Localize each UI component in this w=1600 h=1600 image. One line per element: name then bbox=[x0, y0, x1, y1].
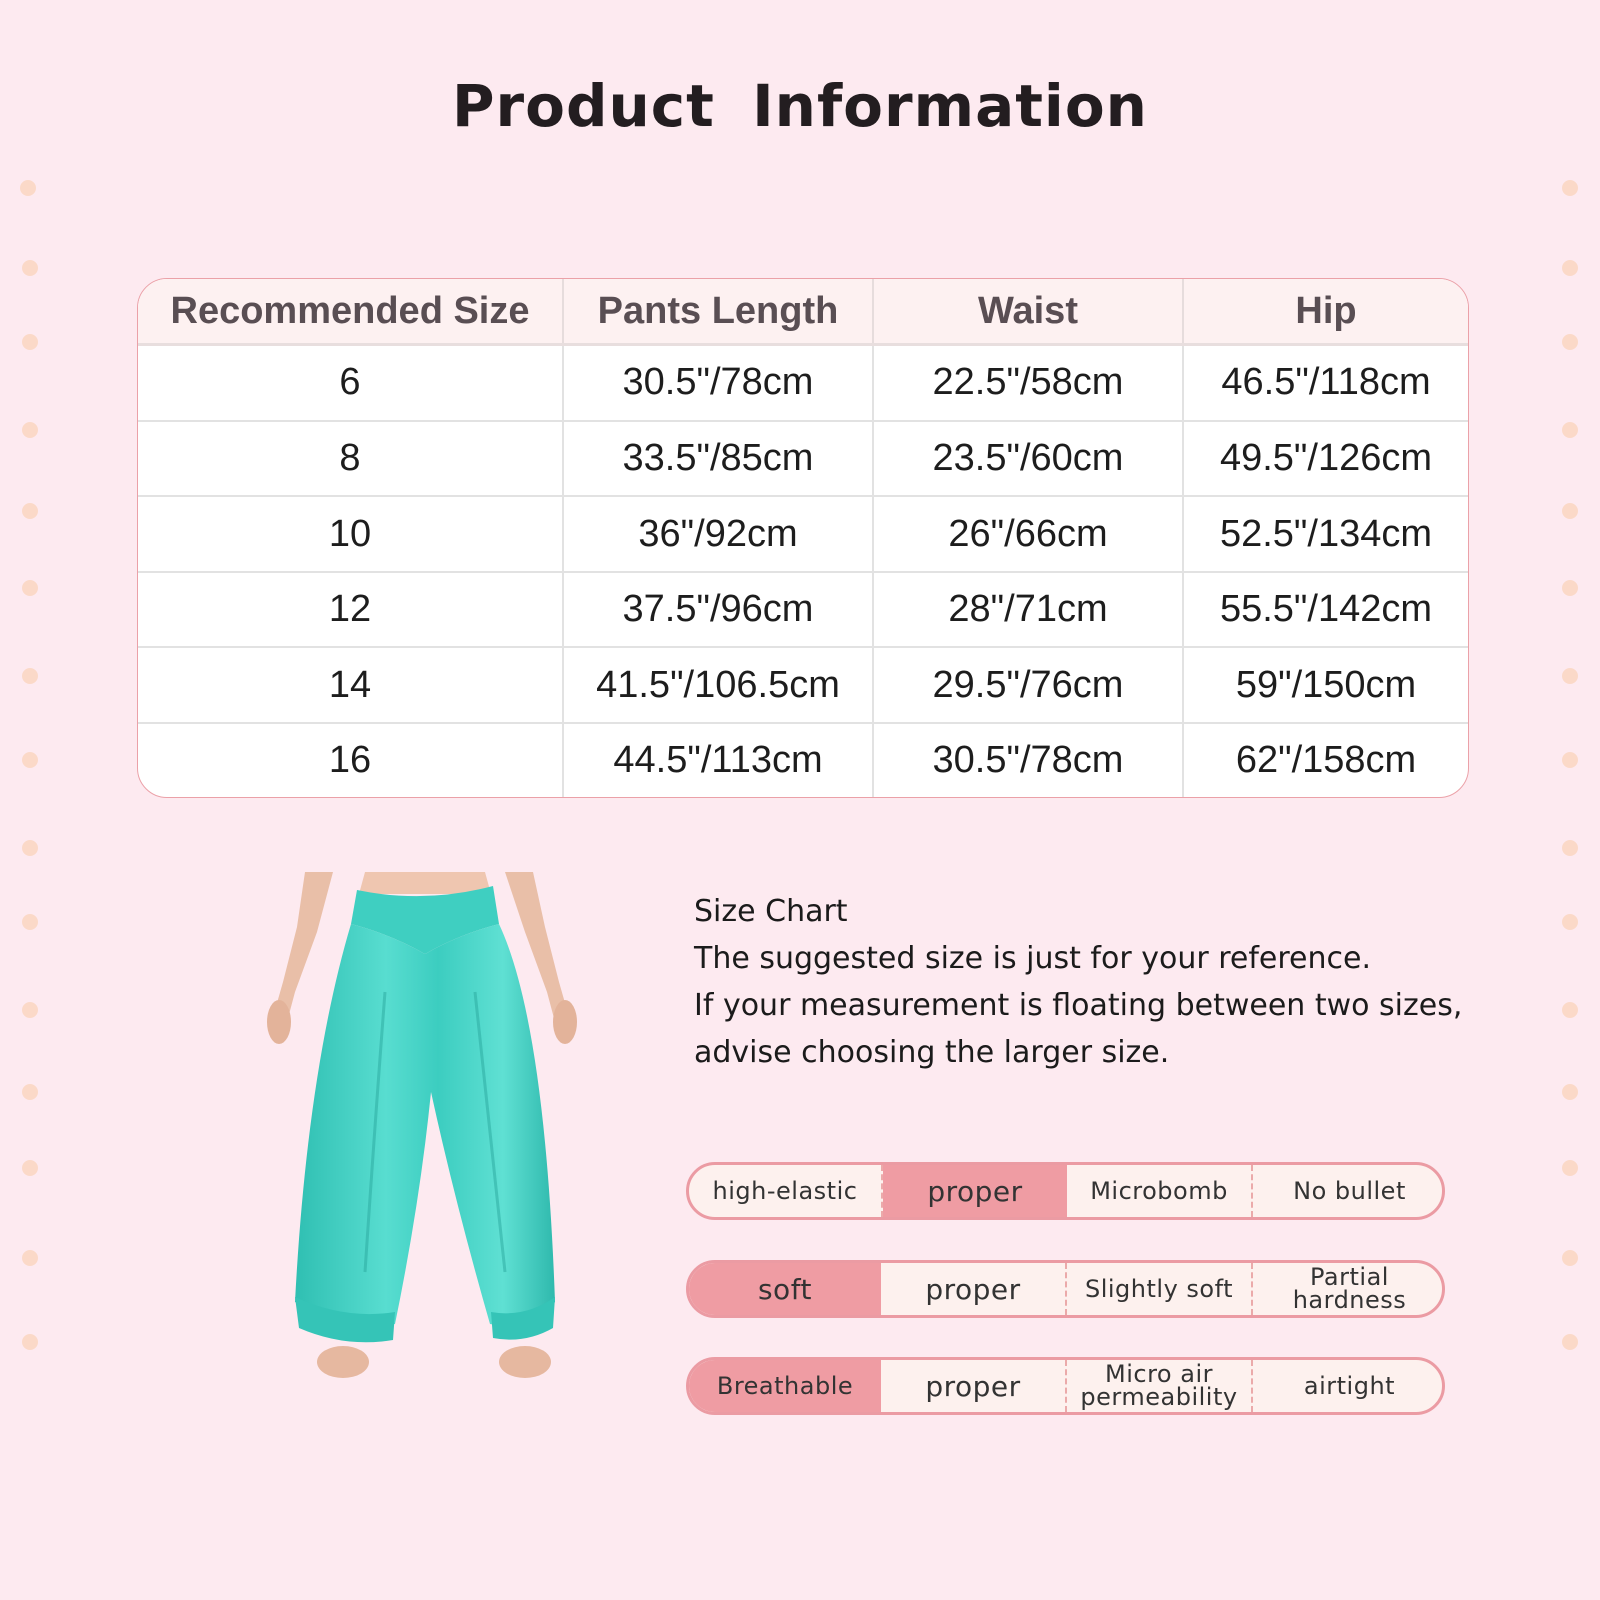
table-row bbox=[138, 345, 1468, 421]
feature-option-selected: Breathable bbox=[689, 1360, 881, 1412]
header-waist: Waist bbox=[873, 279, 1183, 345]
feature-option: high-elastic bbox=[689, 1165, 883, 1217]
cell-size: 14 bbox=[138, 647, 563, 723]
header-hip: Hip bbox=[1183, 279, 1468, 345]
feature-option: Micro air permeability bbox=[1067, 1360, 1253, 1412]
table-row bbox=[138, 421, 1468, 497]
cell-hip: 49.5"/126cm bbox=[1183, 421, 1468, 497]
cell-hip: 46.5"/118cm bbox=[1183, 345, 1468, 421]
cell-hip: 59"/150cm bbox=[1183, 647, 1468, 723]
cell-waist: 23.5"/60cm bbox=[873, 421, 1183, 497]
size-note-line: advise choosing the larger size. bbox=[694, 1035, 1170, 1070]
cell-waist: 30.5"/78cm bbox=[873, 723, 1183, 797]
feature-option-selected: soft bbox=[689, 1263, 881, 1315]
teal-harem-pants-icon bbox=[255, 872, 595, 1392]
cell-pants-length: 37.5"/96cm bbox=[563, 572, 873, 648]
cell-waist: 28"/71cm bbox=[873, 572, 1183, 648]
feature-option: Microbomb bbox=[1067, 1165, 1253, 1217]
feature-option: Slightly soft bbox=[1067, 1263, 1253, 1315]
table-row bbox=[138, 723, 1468, 797]
product-image bbox=[255, 872, 595, 1392]
cell-pants-length: 36"/92cm bbox=[563, 496, 873, 572]
cell-pants-length: 33.5"/85cm bbox=[563, 421, 873, 497]
table-row bbox=[138, 496, 1468, 572]
cell-hip: 52.5"/134cm bbox=[1183, 496, 1468, 572]
feature-scale-breathability bbox=[686, 1357, 1445, 1415]
cell-pants-length: 41.5"/106.5cm bbox=[563, 647, 873, 723]
feature-option-selected: proper bbox=[883, 1165, 1067, 1217]
size-note-line: If your measurement is floating between two sizes, bbox=[694, 988, 1463, 1023]
header-recommended-size: Recommended Size bbox=[138, 279, 563, 345]
cell-hip: 55.5"/142cm bbox=[1183, 572, 1468, 648]
feature-scale-elasticity bbox=[686, 1162, 1445, 1220]
feature-scale-softness bbox=[686, 1260, 1445, 1318]
page-title: Product Information bbox=[452, 72, 1148, 140]
table-row bbox=[138, 572, 1468, 648]
feature-option: No bullet bbox=[1293, 1176, 1406, 1205]
cell-waist: 26"/66cm bbox=[873, 496, 1183, 572]
cell-size: 12 bbox=[138, 572, 563, 648]
cell-size: 10 bbox=[138, 496, 563, 572]
cell-pants-length: 30.5"/78cm bbox=[563, 345, 873, 421]
table-row bbox=[138, 647, 1468, 723]
cell-pants-length: 44.5"/113cm bbox=[563, 723, 873, 797]
cell-waist: 22.5"/58cm bbox=[873, 345, 1183, 421]
size-note bbox=[694, 888, 1494, 1076]
cell-waist: 29.5"/76cm bbox=[873, 647, 1183, 723]
size-note-line: The suggested size is just for your reference. bbox=[694, 941, 1371, 976]
size-table bbox=[137, 278, 1469, 798]
feature-option: proper bbox=[881, 1360, 1067, 1412]
feature-option: proper bbox=[881, 1263, 1067, 1315]
size-note-heading: Size Chart bbox=[694, 894, 848, 929]
cell-size: 16 bbox=[138, 723, 563, 797]
feature-option: airtight bbox=[1303, 1371, 1396, 1400]
cell-size: 8 bbox=[138, 421, 563, 497]
size-table-header-row bbox=[138, 279, 1468, 345]
header-pants-length: Pants Length bbox=[563, 279, 873, 345]
cell-size: 6 bbox=[138, 345, 563, 421]
cell-hip: 62"/158cm bbox=[1235, 739, 1417, 782]
feature-option: Partial hardness bbox=[1292, 1263, 1407, 1314]
